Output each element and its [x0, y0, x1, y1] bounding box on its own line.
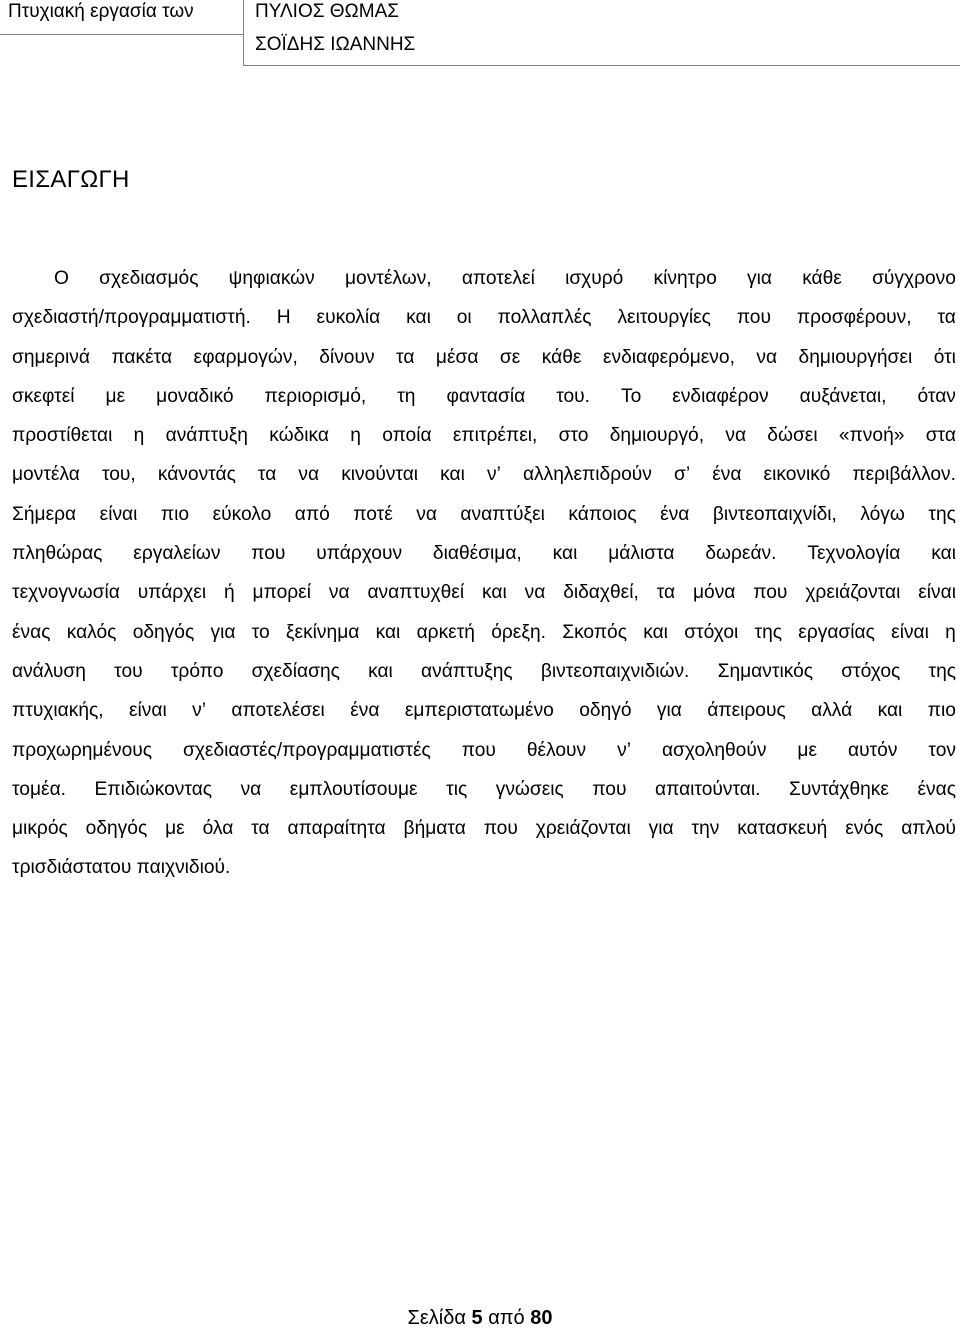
- paragraph-line: πληθώρας εργαλείων που υπάρχουν διαθέσιμα, και μάλιστα δωρεάν. Τεχνολογία και: [12, 543, 956, 565]
- header-right-cell: [243, 0, 960, 66]
- paragraph-line: Ο σχεδιασμός ψηφιακών μοντέλων, αποτελεί ισχυρό κίνητρο για κάθε σύγχρονο: [54, 268, 956, 289]
- page-header: [0, 0, 960, 66]
- paragraph-line: προστίθεται η ανάπτυξη κώδικα η οποία επιτρέπει, στο δημιουργό, να δώσει «πνοή» στα: [12, 425, 956, 447]
- header-author-2: ΣΟΪΔΗΣ ΙΩΑΝΝΗΣ: [255, 34, 416, 55]
- paragraph-line: σχεδιαστή/προγραμματιστή. Η ευκολία και οι πολλαπλές λειτουργίες που προσφέρουν, τα: [12, 307, 956, 329]
- header-left-cell: [0, 0, 243, 35]
- footer-page-number: 5: [471, 1307, 483, 1329]
- paragraph-line: τεχνογνωσία υπάρχει ή μπορεί να αναπτυχθεί και να διδαχθεί, τα μόνα που χρειάζονται είναι: [12, 582, 956, 604]
- paragraph-line: τομέα. Επιδιώκοντας να εμπλουτίσουμε τις γνώσεις που απαιτούνται. Συντάχθηκε ένας: [12, 778, 956, 800]
- footer-total-pages: 80: [530, 1307, 553, 1329]
- section-title: ΕΙΣΑΓΩΓΗ: [12, 166, 130, 193]
- body-paragraph: [12, 259, 956, 888]
- paragraph-line: μικρός οδηγός με όλα τα απαραίτητα βήματα που χρειάζονται για την κατασκευή ενός απλού: [12, 818, 956, 840]
- paragraph-line: σκεφτεί με μοναδικό περιορισμό, τη φαντασία του. Το ενδιαφέρον αυξάνεται, όταν: [12, 385, 956, 407]
- header-title: Πτυχιακή εργασία των: [8, 1, 194, 22]
- paragraph-line: Σήμερα είναι πιο εύκολο από ποτέ να αναπτύξει κάποιος ένα βιντεοπαιχνίδι, λόγω της: [12, 503, 956, 525]
- paragraph-line: προχωρημένους σχεδιαστές/προγραμματιστές που θέλουν ν’ ασχοληθούν με αυτόν τον: [12, 739, 956, 761]
- paragraph-line: πτυχιακής, είναι ν’ αποτελέσει ένα εμπεριστατωμένο οδηγό για άπειρους αλλά και πιο: [12, 700, 956, 722]
- paragraph-line: μοντέλα του, κάνοντάς τα να κινούνται και ν’ αλληλεπιδρούν σ’ ένα εικονικό περιβάλλον.: [12, 464, 956, 486]
- footer-of-label: από: [488, 1307, 525, 1329]
- paragraph-line: τρισδιάστατου παιχνιδιού.: [12, 857, 231, 879]
- page-footer: [0, 1306, 960, 1330]
- paragraph-line: σημερινά πακέτα εφαρμογών, δίνουν τα μέσα σε κάθε ενδιαφερόμενο, να δημιουργήσει ότι: [12, 346, 956, 368]
- paragraph-line: ανάλυση του τρόπο σχεδίασης και ανάπτυξης βιντεοπαιχνιδιών. Σημαντικός στόχος της: [12, 660, 956, 682]
- paragraph-line: ένας καλός οδηγός για το ξεκίνημα και αρκετή όρεξη. Σκοπός και στόχοι της εργασίας είναι η: [12, 621, 956, 643]
- header-author-1: ΠΥΛΙΟΣ ΘΩΜΑΣ: [255, 1, 399, 22]
- footer-page-label: Σελίδα: [407, 1307, 466, 1329]
